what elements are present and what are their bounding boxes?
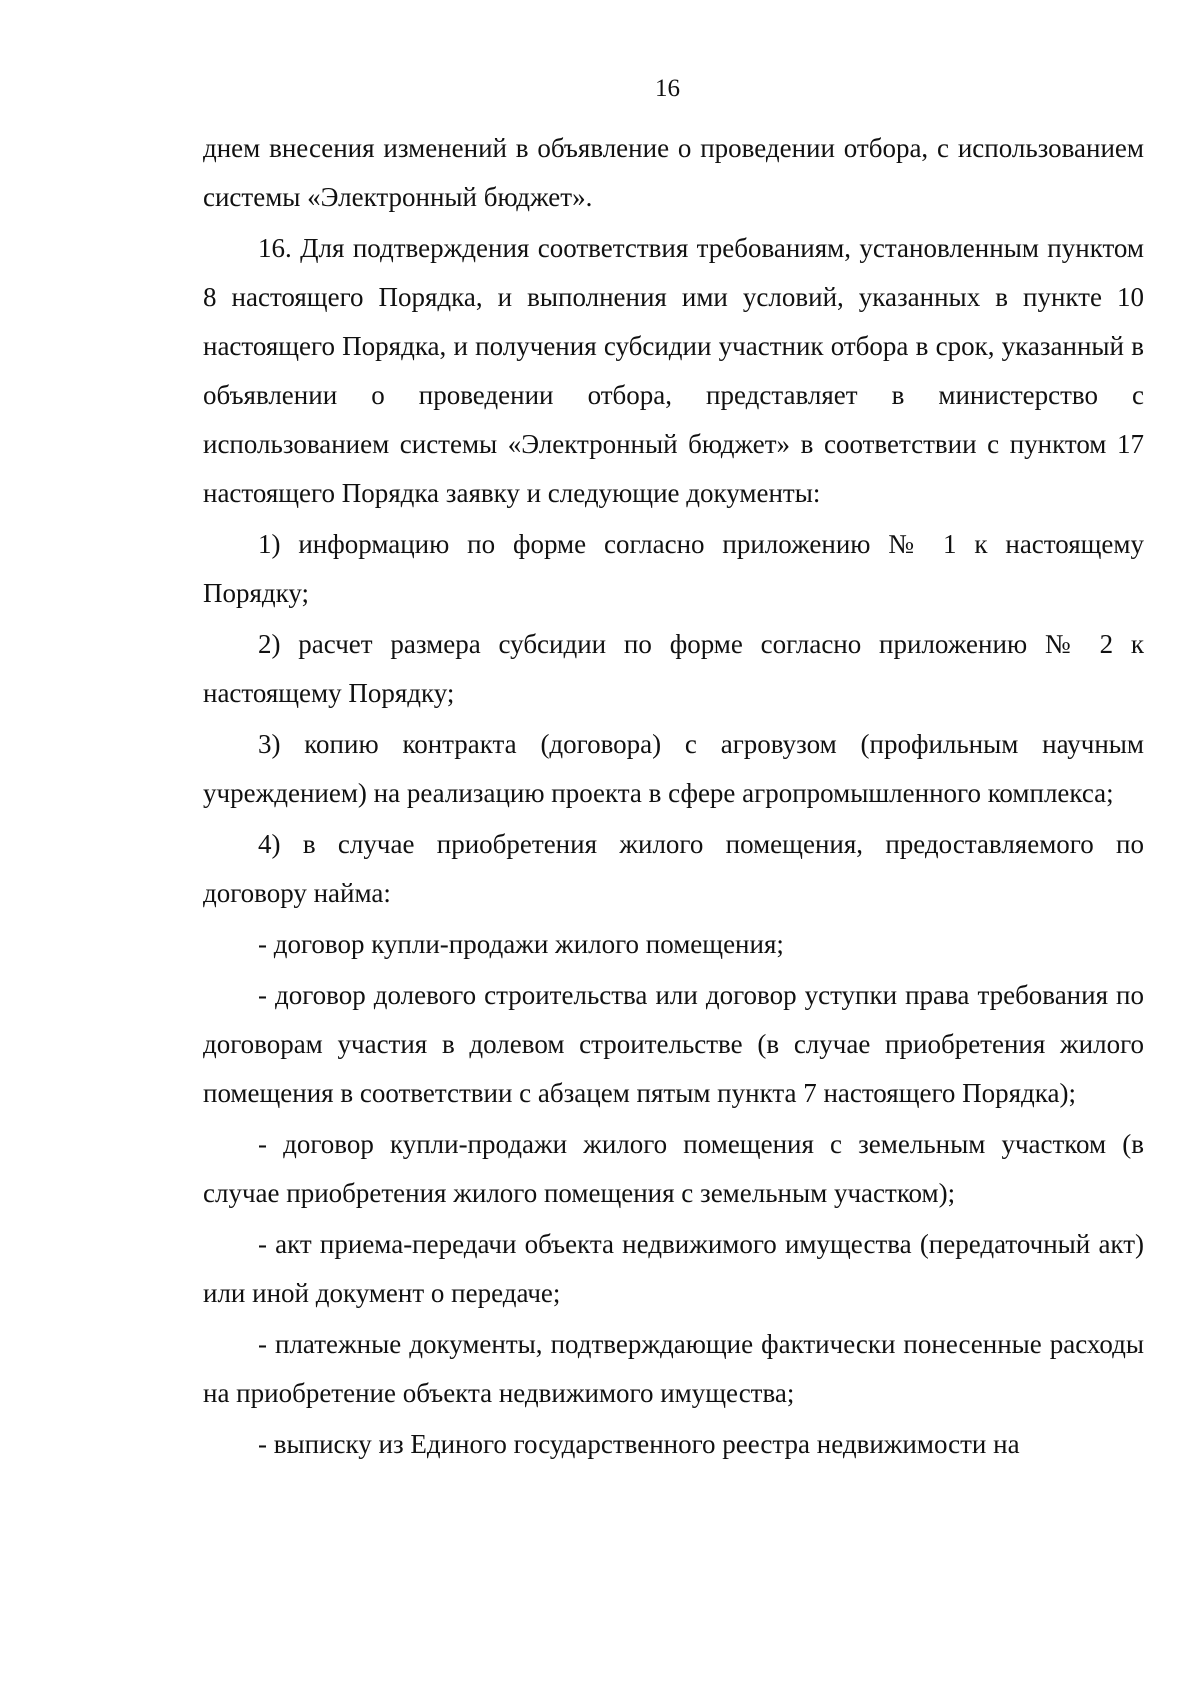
- list-item-4: 4) в случае приобретения жилого помещения, предоставляемого по договору найма:: [203, 829, 1144, 908]
- sub-item-shared-construction: - договор долевого строительства или договор уступки права требования по договорам участия в долевом строительстве (в случае приобретения жилого помещения в соответствии с абзацем пятым пункта 7 настоящего Порядка);: [203, 980, 1144, 1108]
- list-item-1: 1) информацию по форме согласно приложению № 1 к настоящему Порядку;: [203, 529, 1144, 608]
- sub-item-registry-extract: - выписку из Единого государственного реестра недвижимости на: [258, 1429, 1020, 1459]
- paragraph-continuation: днем внесения изменений в объявление о проведении отбора, с использованием системы «Электронный бюджет».: [203, 133, 1144, 212]
- sub-item-transfer-act: - акт приема-передачи объекта недвижимого имущества (передаточный акт) или иной документ о передаче;: [203, 1229, 1144, 1308]
- paragraph-item-16: 16. Для подтверждения соответствия требованиям, установленным пунктом 8 настоящего Порядка, и выполнения ими условий, указанных в пункте 10 настоящего Порядка, и получения субсидии участник отбора в срок, указанный в объявлении о проведении отбора, представляет в министерство с использованием системы «Электронный бюджет» в соответствии с пунктом 17 настоящего Порядка заявку и следующие документы:: [203, 233, 1144, 508]
- page-number: 16: [655, 75, 680, 102]
- sub-item-payment-documents: - платежные документы, подтверждающие фактически понесенные расходы на приобретение объекта недвижимого имущества;: [203, 1329, 1144, 1408]
- document-body: [203, 124, 1144, 1471]
- list-item-3: 3) копию контракта (договора) с агровузом (профильным научным учреждением) на реализацию проекта в сфере агропромышленного комплекса;: [203, 729, 1144, 808]
- list-item-2: 2) расчет размера субсидии по форме согласно приложению № 2 к настоящему Порядку;: [203, 629, 1144, 708]
- sub-item-sale-with-land: - договор купли-продажи жилого помещения с земельным участком (в случае приобретения жилого помещения с земельным участком);: [203, 1129, 1144, 1208]
- sub-item-sale-contract: - договор купли-продажи жилого помещения;: [258, 929, 784, 959]
